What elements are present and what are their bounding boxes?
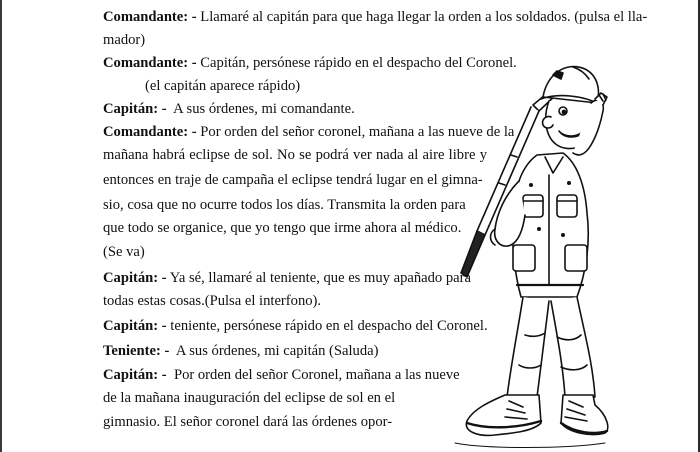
text-line xyxy=(103,146,487,164)
line-text: Por orden del señor Coronel, mañana a las nueve xyxy=(166,367,460,383)
page-left-edge xyxy=(0,0,2,452)
text-line xyxy=(103,342,378,360)
text-line xyxy=(103,171,483,189)
line-text: que todo se organice, que yo tengo que irme ahora al médico. xyxy=(103,220,462,236)
speaker-label: Capitán: - xyxy=(103,367,167,383)
line-text: Llamaré al capitán para que haga llegar la orden a los soldados. (pulsa el lla- xyxy=(196,9,648,25)
text-line xyxy=(103,54,517,72)
line-text: sio, cosa que no ocurre todos los días. Transmita la orden para xyxy=(103,197,466,213)
speaker-label: Capitán: - xyxy=(103,270,167,286)
line-text: gimnasio. El señor coronel dará las órdenes opor- xyxy=(103,414,393,430)
line-text: (Se va) xyxy=(103,244,145,260)
text-line xyxy=(145,77,300,95)
text-line xyxy=(103,100,355,118)
text-line xyxy=(103,269,471,287)
saluting-soldier-illustration xyxy=(445,45,610,450)
text-line xyxy=(103,219,461,237)
speaker-label: Capitán: - xyxy=(103,101,167,117)
text-line xyxy=(103,8,648,26)
text-line xyxy=(103,196,466,214)
line-text: mador) xyxy=(103,32,146,48)
text-line xyxy=(103,292,321,310)
speaker-label: Comandante: - xyxy=(103,9,197,25)
text-line xyxy=(103,366,460,384)
line-text: entonces en traje de campaña el eclipse tendrá lugar en el gimna- xyxy=(103,172,483,188)
speaker-label: Comandante: - xyxy=(103,55,197,71)
text-line xyxy=(103,389,396,407)
line-text: Ya sé, llamaré al teniente, que es muy apañado para xyxy=(166,270,471,286)
line-text: A sus órdenes, mi comandante. xyxy=(166,101,355,117)
line-text: Por orden del señor coronel, mañana a las nueve de la xyxy=(196,124,515,140)
text-line xyxy=(103,31,145,49)
speaker-label: Comandante: - xyxy=(103,124,197,140)
line-text: Capitán, persónese rápido en el despacho del Coronel. xyxy=(196,55,517,71)
speaker-label: Capitán: - xyxy=(103,318,167,334)
line-text: (el capitán aparece rápido) xyxy=(145,78,301,94)
line-text: todas estas cosas.(Pulsa el interfono). xyxy=(103,293,322,309)
text-line xyxy=(103,317,488,335)
speaker-label: Teniente: - xyxy=(103,343,170,359)
text-line xyxy=(103,123,515,141)
text-line xyxy=(103,243,145,261)
line-text: teniente, persónese rápido en el despacho del Coronel. xyxy=(166,318,488,334)
text-line xyxy=(103,413,393,431)
line-text: de la mañana inauguración del eclipse de sol en el xyxy=(103,390,396,406)
line-text: A sus órdenes, mi capitán (Saluda) xyxy=(169,343,379,359)
line-text: mañana habrá eclipse de sol. No se podrá ver nada al aire libre y xyxy=(103,147,487,163)
